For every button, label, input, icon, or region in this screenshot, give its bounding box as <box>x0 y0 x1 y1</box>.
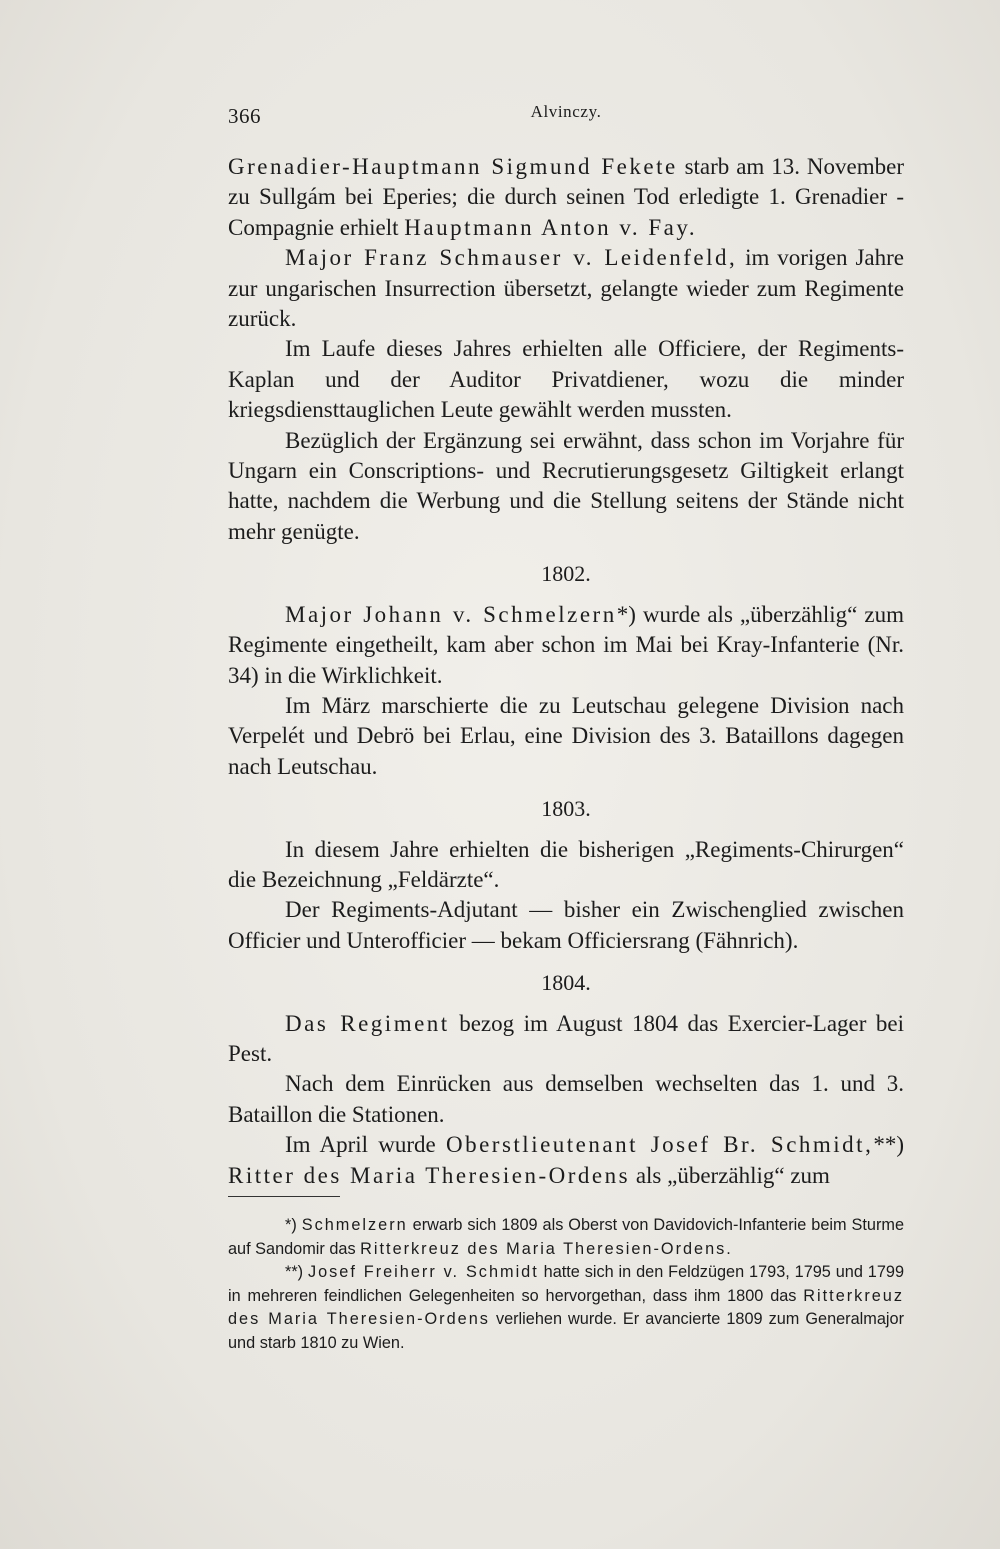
year-heading-1802: 1802. <box>541 561 591 587</box>
text-run: *) <box>285 1216 302 1234</box>
text-run: Im Laufe dieses Jahres erhielten alle Officiere, der Regiments-Kaplan und der Auditor Privatdiener, wozu die minder kriegsdiensttauglichen Leute gewählt werden mussten. <box>228 336 904 423</box>
page-number: 366 <box>228 104 261 128</box>
text-run: In diesem Jahre erhielten die bisherigen „Regiments-Chirurgen“ die Bezeichnung „Feldärzte“. <box>228 836 904 892</box>
text-run: erwarb sich 1809 als Oberst von Davidovich-Infanterie beim Sturme auf Sandomir das <box>228 1216 905 1258</box>
running-title: Alvinczy. <box>530 102 602 121</box>
text-run: starb am 13. November zu Sullgám bei Eperies; die durch seinen Tod erledigte 1. Grenadier - Compagnie erhielt <box>228 154 904 240</box>
text-run: Im März marschierte die zu Leutschau gelegene Division nach Verpelét und Debrö bei Erlau, eine Division des 3. Bataillons dagegen nach Leutschau. <box>228 692 904 779</box>
body-text <box>228 152 904 1191</box>
emphasized-text: Ritterkreuz des Maria Theresien-Ordens <box>228 1286 904 1328</box>
year-heading-1804: 1804. <box>541 970 591 996</box>
footnotes <box>228 1214 904 1355</box>
paragraph-p8 <box>228 895 904 956</box>
emphasized-text: Schmelzern <box>301 1216 408 1234</box>
year-heading-1803: 1803. <box>541 796 591 822</box>
emphasized-text: Ritter des Maria Theresien-Ordens <box>228 1162 631 1188</box>
emphasized-text: Grenadier-Hauptmann Sigmund Fekete <box>228 154 678 179</box>
paragraph-p2 <box>228 243 904 334</box>
text-run: Bezüglich der Ergänzung sei erwähnt, dass schon im Vorjahre für Ungarn ein Conscriptions- und Recrutierungsgesetz Giltigkeit erlangt hatte, nachdem die Werbung und die Stellung seitens der Stände nicht mehr genügte. <box>228 427 904 544</box>
emphasized-text: Hauptmann Anton v. Fay. <box>404 214 698 240</box>
paragraph-p10 <box>228 1069 904 1130</box>
paragraph-p6 <box>228 691 904 782</box>
emphasized-text: Das Regiment <box>285 1010 450 1036</box>
paragraph-p7 <box>228 835 904 896</box>
text-run: bezog im August 1804 das Exercier-Lager bei Pest. <box>228 1010 904 1066</box>
text-run: Nach dem Einrücken aus demselben wechselten das 1. und 3. Bataillon die Stationen. <box>228 1071 904 1127</box>
paragraph-p3 <box>228 334 904 425</box>
paragraph-p5 <box>228 600 904 691</box>
text-run: im vorigen Jahre zur ungarischen Insurrection übersetzt, gelangte wieder zum Regimente zurück. <box>228 245 904 332</box>
footnote-fn1 <box>228 1214 904 1261</box>
paragraph-p1 <box>228 152 904 243</box>
text-run: *) wurde als „überzählig“ zum Regimente eingetheilt, kam aber schon im Mai bei Kray-Infanterie (Nr. 34) in die Wirklichkeit. <box>228 601 904 688</box>
text-run: als „überzählig“ zum <box>630 1162 830 1188</box>
text-run: hatte sich in den Feldzügen 1793, 1795 und 1799 in mehreren feindlichen Gelegenheiten so hervorgethan, dass ihm 1800 das <box>228 1263 904 1305</box>
text-run: Im April wurde <box>285 1132 446 1158</box>
text-run: **) <box>285 1263 308 1281</box>
text-run: verliehen wurde. Er avancierte 1809 zum Generalmajor und starb 1810 zu Wien. <box>228 1310 904 1352</box>
text-run: Der Regiments-Adjutant — bisher ein Zwischenglied zwischen Officier und Unterofficier — bekam Officiersrang (Fähnrich). <box>228 897 904 953</box>
emphasized-text: Oberstlieutenant Josef Br. Schmidt, <box>445 1132 874 1158</box>
paragraph-p9 <box>228 1009 904 1070</box>
footnote-fn2 <box>228 1261 904 1355</box>
page-header <box>228 100 904 130</box>
emphasized-text: Ritterkreuz des Maria Theresien-Ordens. <box>360 1239 733 1258</box>
emphasized-text: Major Johann v. Schmelzern <box>285 601 617 627</box>
emphasized-text: Major Franz Schmauser v. Leidenfeld, <box>285 245 738 271</box>
paragraph-p11 <box>228 1130 904 1191</box>
footnote-divider <box>228 1196 340 1197</box>
emphasized-text: Josef Freiherr v. Schmidt <box>307 1263 539 1281</box>
text-run: **) <box>873 1132 904 1158</box>
paragraph-p4 <box>228 426 904 548</box>
